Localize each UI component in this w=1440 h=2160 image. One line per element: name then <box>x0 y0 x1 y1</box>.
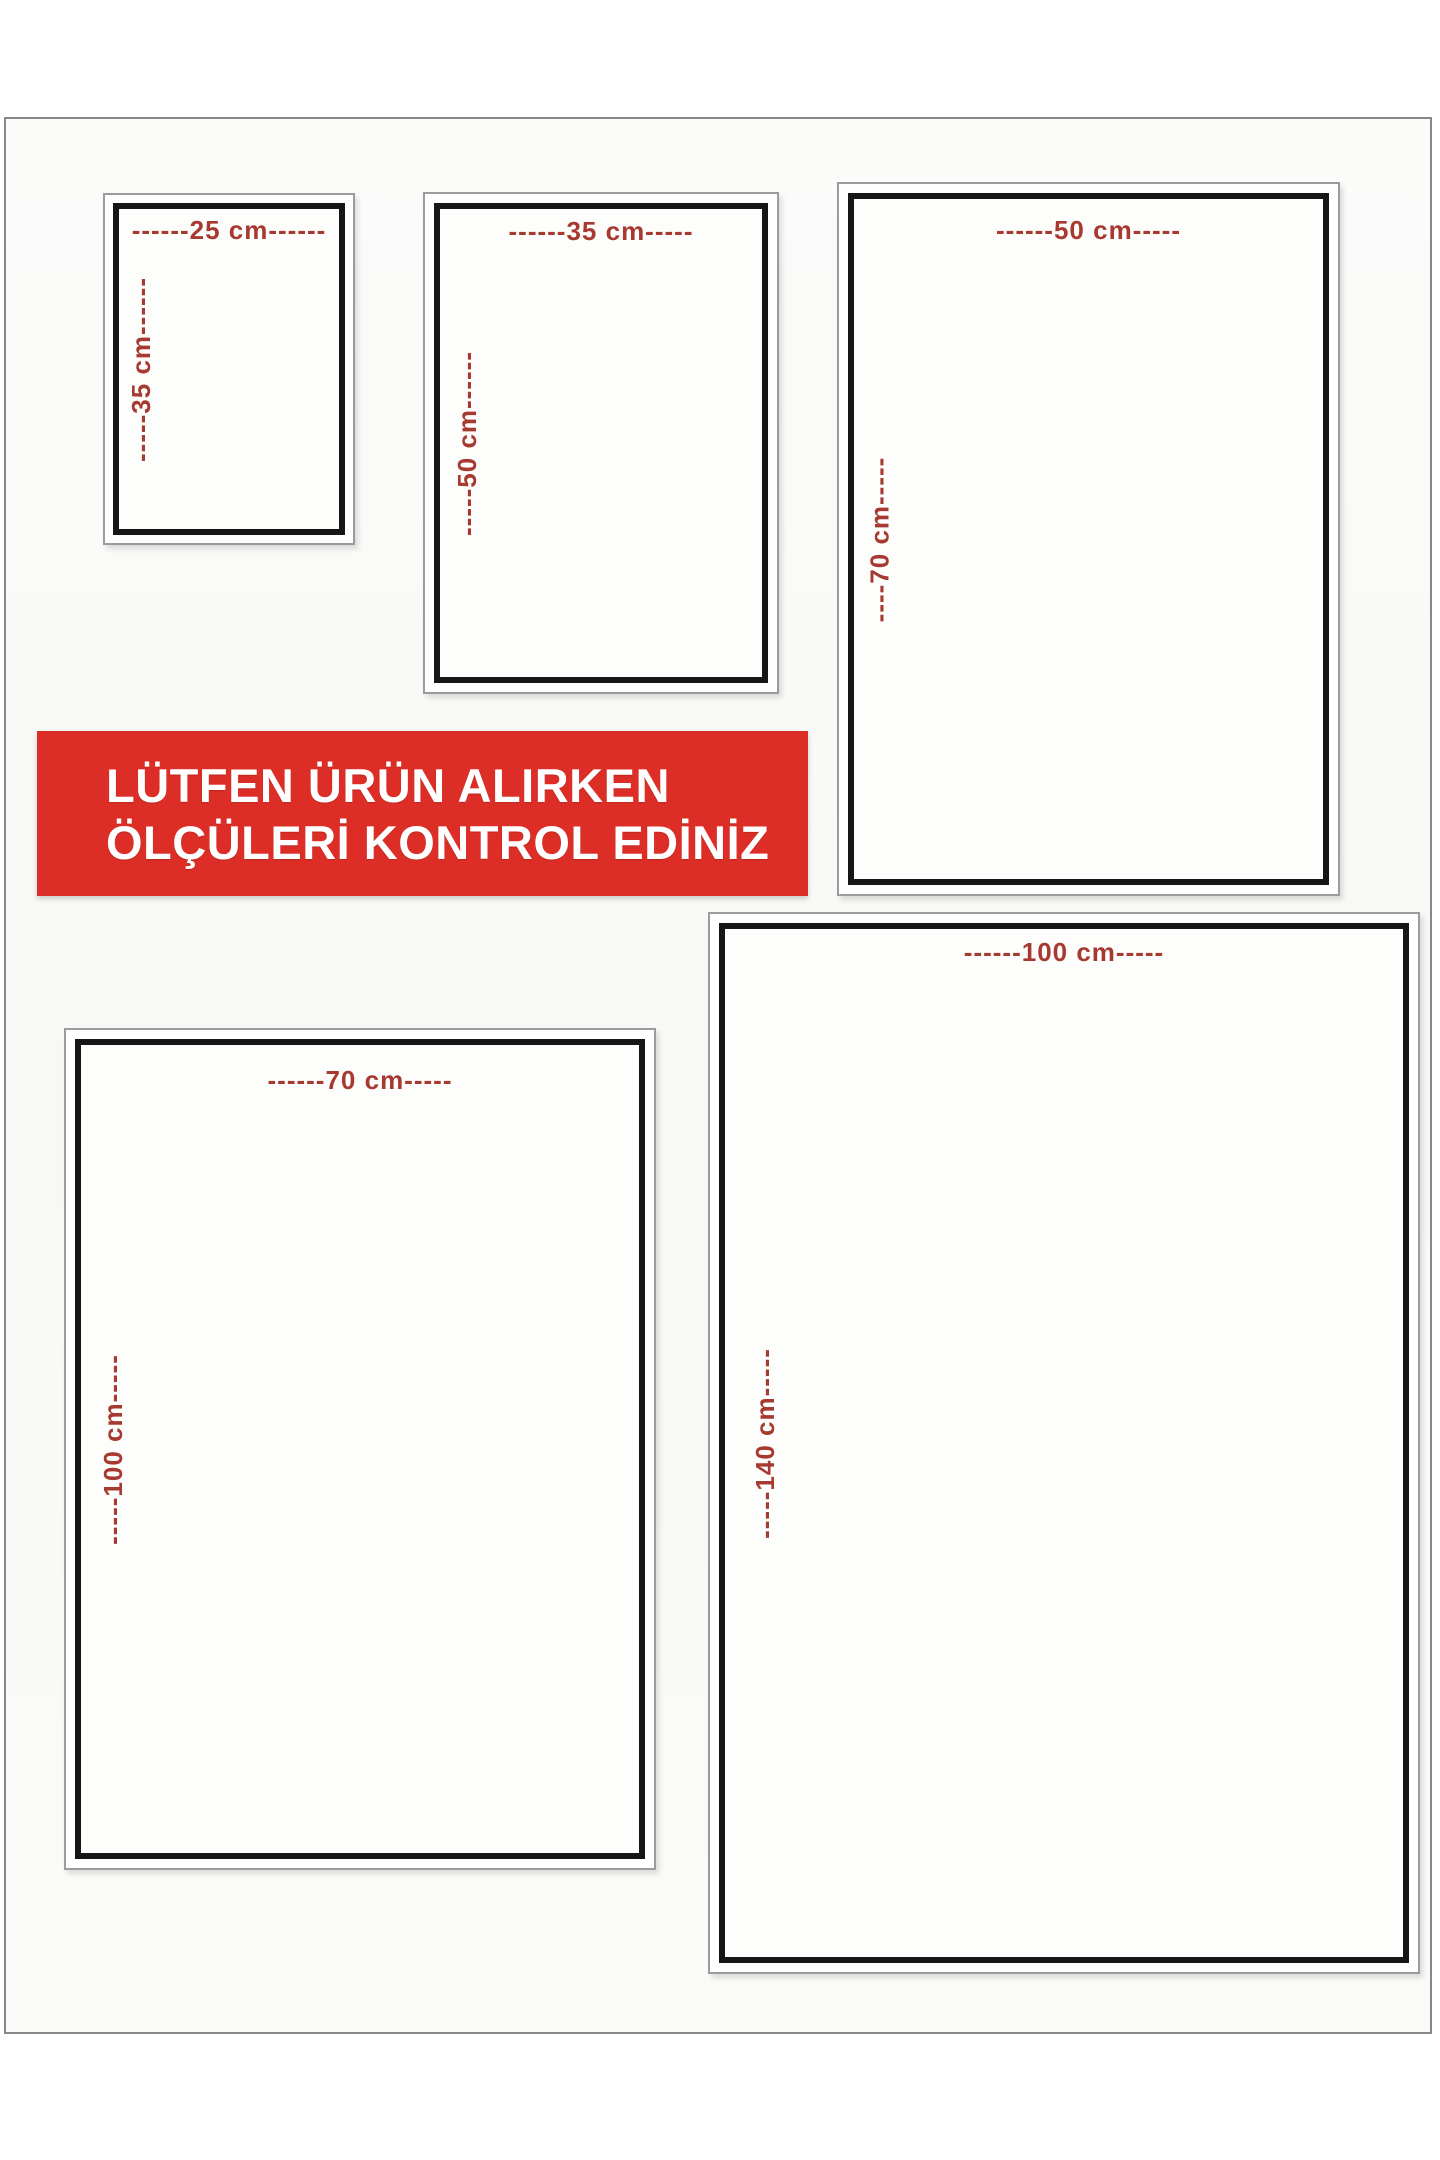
size-box-50x70 <box>837 182 1340 896</box>
warning-banner-line2: ÖLÇÜLERİ KONTROL EDİNİZ <box>106 815 770 869</box>
size-frame-70x100: ------70 cm----- -----100 cm----- <box>75 1039 645 1859</box>
size-box-35x50 <box>423 192 779 694</box>
width-dimension-label-50cm: ------50 cm----- <box>996 215 1181 245</box>
width-dimension-label-35cm: ------35 cm----- <box>508 216 694 246</box>
warning-banner <box>37 731 808 896</box>
size-frame-100x140: ------100 cm----- -----140 cm----- <box>719 923 1409 1963</box>
width-dimension-label-70cm: ------70 cm----- <box>267 1065 453 1095</box>
size-frame-35x50: ------35 cm----- -----50 cm------ <box>434 203 768 683</box>
size-frame-50x70: ------50 cm----- ----70 cm----- <box>848 193 1329 885</box>
size-box-25x35 <box>103 193 355 545</box>
size-box-100x140 <box>708 912 1420 1974</box>
size-frame-25x35: ------25 cm------ -----35 cm------ <box>113 203 345 535</box>
width-dimension-label-25cm: ------25 cm------ <box>131 215 327 245</box>
width-dimension-label-100cm: ------100 cm----- <box>963 937 1165 967</box>
size-box-70x100 <box>64 1028 656 1870</box>
warning-banner-line1: LÜTFEN ÜRÜN ALIRKEN <box>106 758 670 812</box>
